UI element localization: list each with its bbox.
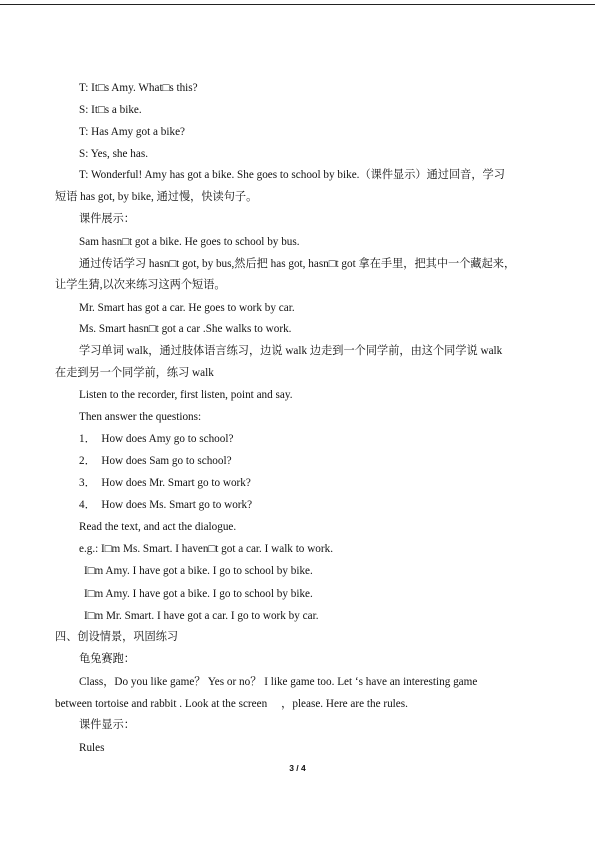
paragraph-line: Ms. Smart hasn□t got a car .She walks to work.	[79, 323, 292, 335]
dialogue-line: T: Has Amy got a bike?	[79, 126, 186, 138]
dialogue-line: T: It□s Amy. What□s this?	[79, 82, 198, 94]
paragraph-line: Then answer the questions:	[79, 411, 202, 423]
page-number: 3 / 4	[289, 763, 306, 773]
paragraph-line: 通过传话学习 hasn□t got, by bus,然后把 has got, hasn□t got 拿在手里，把其中一个藏起来，	[79, 258, 516, 270]
paragraph-line: Sam hasn□t got a bike. He goes to school by bus.	[79, 236, 300, 248]
question-item: 4． How does Ms. Smart go to work?	[79, 499, 253, 511]
paragraph-line: 短语 has got, by bike, 通过慢，快读句子。	[55, 191, 258, 203]
paragraph-line: between tortoise and rabbit . Look at the screen ，please. Here are the rules.	[55, 698, 408, 710]
section-heading: 四、创设情景，巩固练习	[55, 631, 179, 643]
paragraph-line: 学习单词 walk，通过肢体语言练习，边说 walk 边走到一个同学前，由这个同学说 walk	[79, 345, 503, 357]
example-line: I□m Mr. Smart. I have got a car. I go to work by car.	[84, 610, 319, 622]
section-label: 课件显示：	[79, 719, 135, 731]
paragraph-line: Read the text, and act the dialogue.	[79, 521, 237, 533]
example-line: I□m Amy. I have got a bike. I go to school by bike.	[84, 588, 313, 600]
paragraph-line: 在走到另一个同学前，练习 walk	[55, 367, 214, 379]
question-item: 3． How does Mr. Smart go to work?	[79, 477, 251, 489]
dialogue-line: S: It□s a bike.	[79, 104, 142, 116]
question-item: 1． How does Amy go to school?	[79, 433, 234, 445]
paragraph-line: Mr. Smart has got a car. He goes to work by car.	[79, 302, 295, 314]
section-label: 龟兔赛跑：	[79, 653, 135, 665]
paragraph-line: Rules	[79, 742, 105, 754]
example-line: I□m Amy. I have got a bike. I go to school by bike.	[84, 565, 313, 577]
paragraph-line: Class，Do you like game？ Yes or no？ I like game too. Let ‘s have an interesting game	[79, 676, 478, 688]
question-item: 2． How does Sam go to school?	[79, 455, 232, 467]
section-label: 课件展示：	[79, 213, 135, 225]
dialogue-line: S: Yes, she has.	[79, 148, 149, 160]
paragraph-line: Listen to the recorder, first listen, point and say.	[79, 389, 293, 401]
paragraph-line: 让学生猜,以次来练习这两个短语。	[55, 279, 226, 291]
example-line: e.g.: I□m Ms. Smart. I haven□t got a car. I walk to work.	[79, 543, 333, 555]
page-top-rule	[0, 4, 595, 5]
paragraph-line: T: Wonderful! Amy has got a bike. She goes to school by bike.（课件显示）通过回音，学习	[79, 169, 505, 181]
